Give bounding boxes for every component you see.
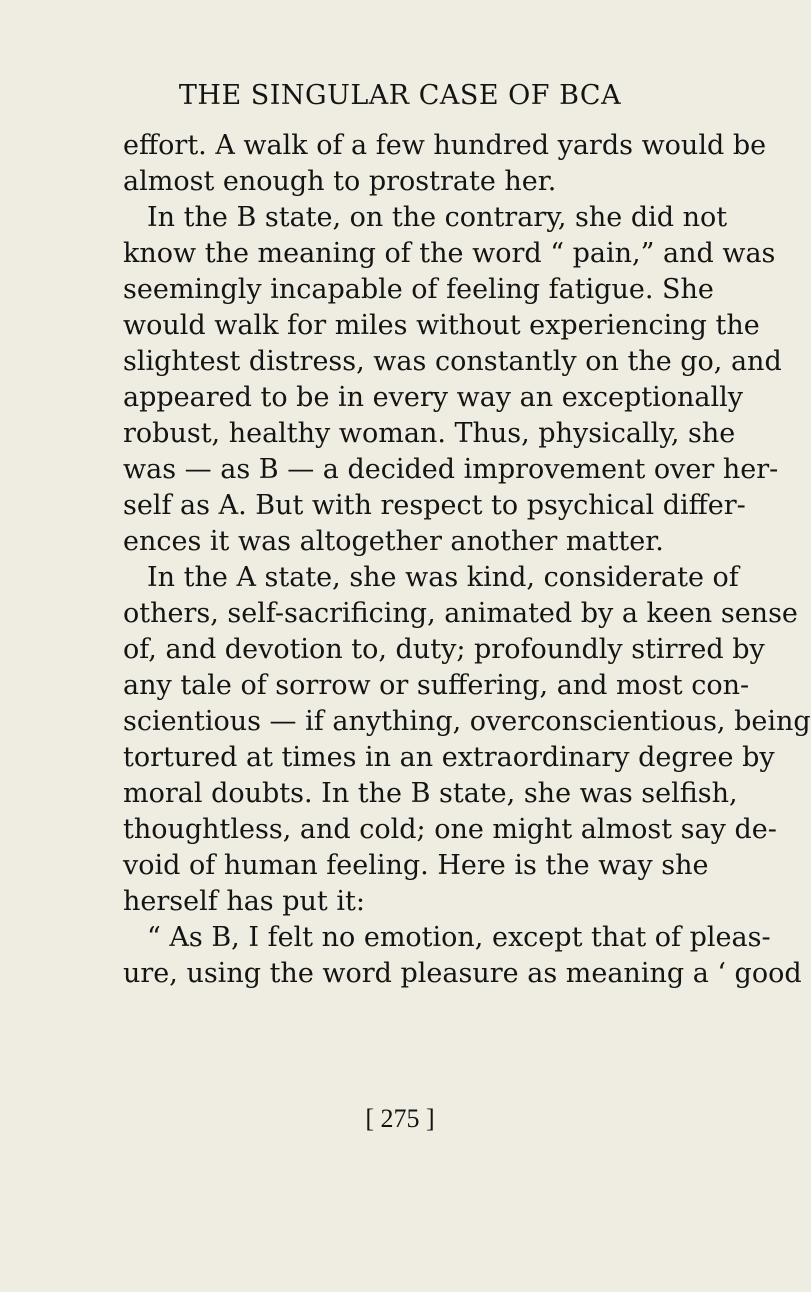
text-line: robust, healthy woman. Thus, physically, she [123, 418, 736, 449]
text-line: thoughtless, and cold; one might almost say de- [123, 814, 777, 845]
text-line: moral doubts. In the B state, she was selfish, [123, 778, 738, 809]
text-line: was — as B — a decided improvement over her- [123, 454, 779, 485]
text-line: self as A. But with respect to psychical differ- [123, 490, 746, 521]
text-line: ure, using the word pleasure as meaning a ‘ good [123, 958, 802, 989]
text-line: any tale of sorrow or suffering, and most con- [123, 670, 750, 701]
text-line: “ As B, I felt no emotion, except that of pleas- [147, 922, 771, 953]
text-line: effort. A walk of a few hundred yards would be [123, 130, 767, 161]
running-head: THE SINGULAR CASE OF BCA [178, 80, 622, 111]
text-line: know the meaning of the word “ pain,” and was [123, 238, 776, 269]
text-line: almost enough to prostrate her. [123, 166, 557, 197]
text-line: herself has put it: [123, 886, 365, 917]
text-line: void of human feeling. Here is the way she [123, 850, 709, 881]
text-line: In the B state, on the contrary, she did not [147, 202, 728, 233]
body-text [123, 128, 811, 992]
text-line: scientious — if anything, overconscientious, being [123, 706, 811, 737]
text-line: In the A state, she was kind, considerate of [147, 562, 739, 593]
text-line: slightest distress, was constantly on the go, and [123, 346, 782, 377]
text-line: others, self-sacrificing, animated by a keen sense [123, 598, 798, 629]
text-line: tortured at times in an extraordinary degree by [123, 742, 775, 773]
text-line: appeared to be in every way an exceptionally [123, 382, 744, 413]
page-number: [ 275 ] [365, 1104, 435, 1133]
text-line: of, and devotion to, duty; profoundly stirred by [123, 634, 765, 665]
text-line: seemingly incapable of feeling fatigue. She [123, 274, 714, 305]
text-line: ences it was altogether another matter. [123, 526, 664, 557]
text-line: would walk for miles without experiencing the [123, 310, 760, 341]
